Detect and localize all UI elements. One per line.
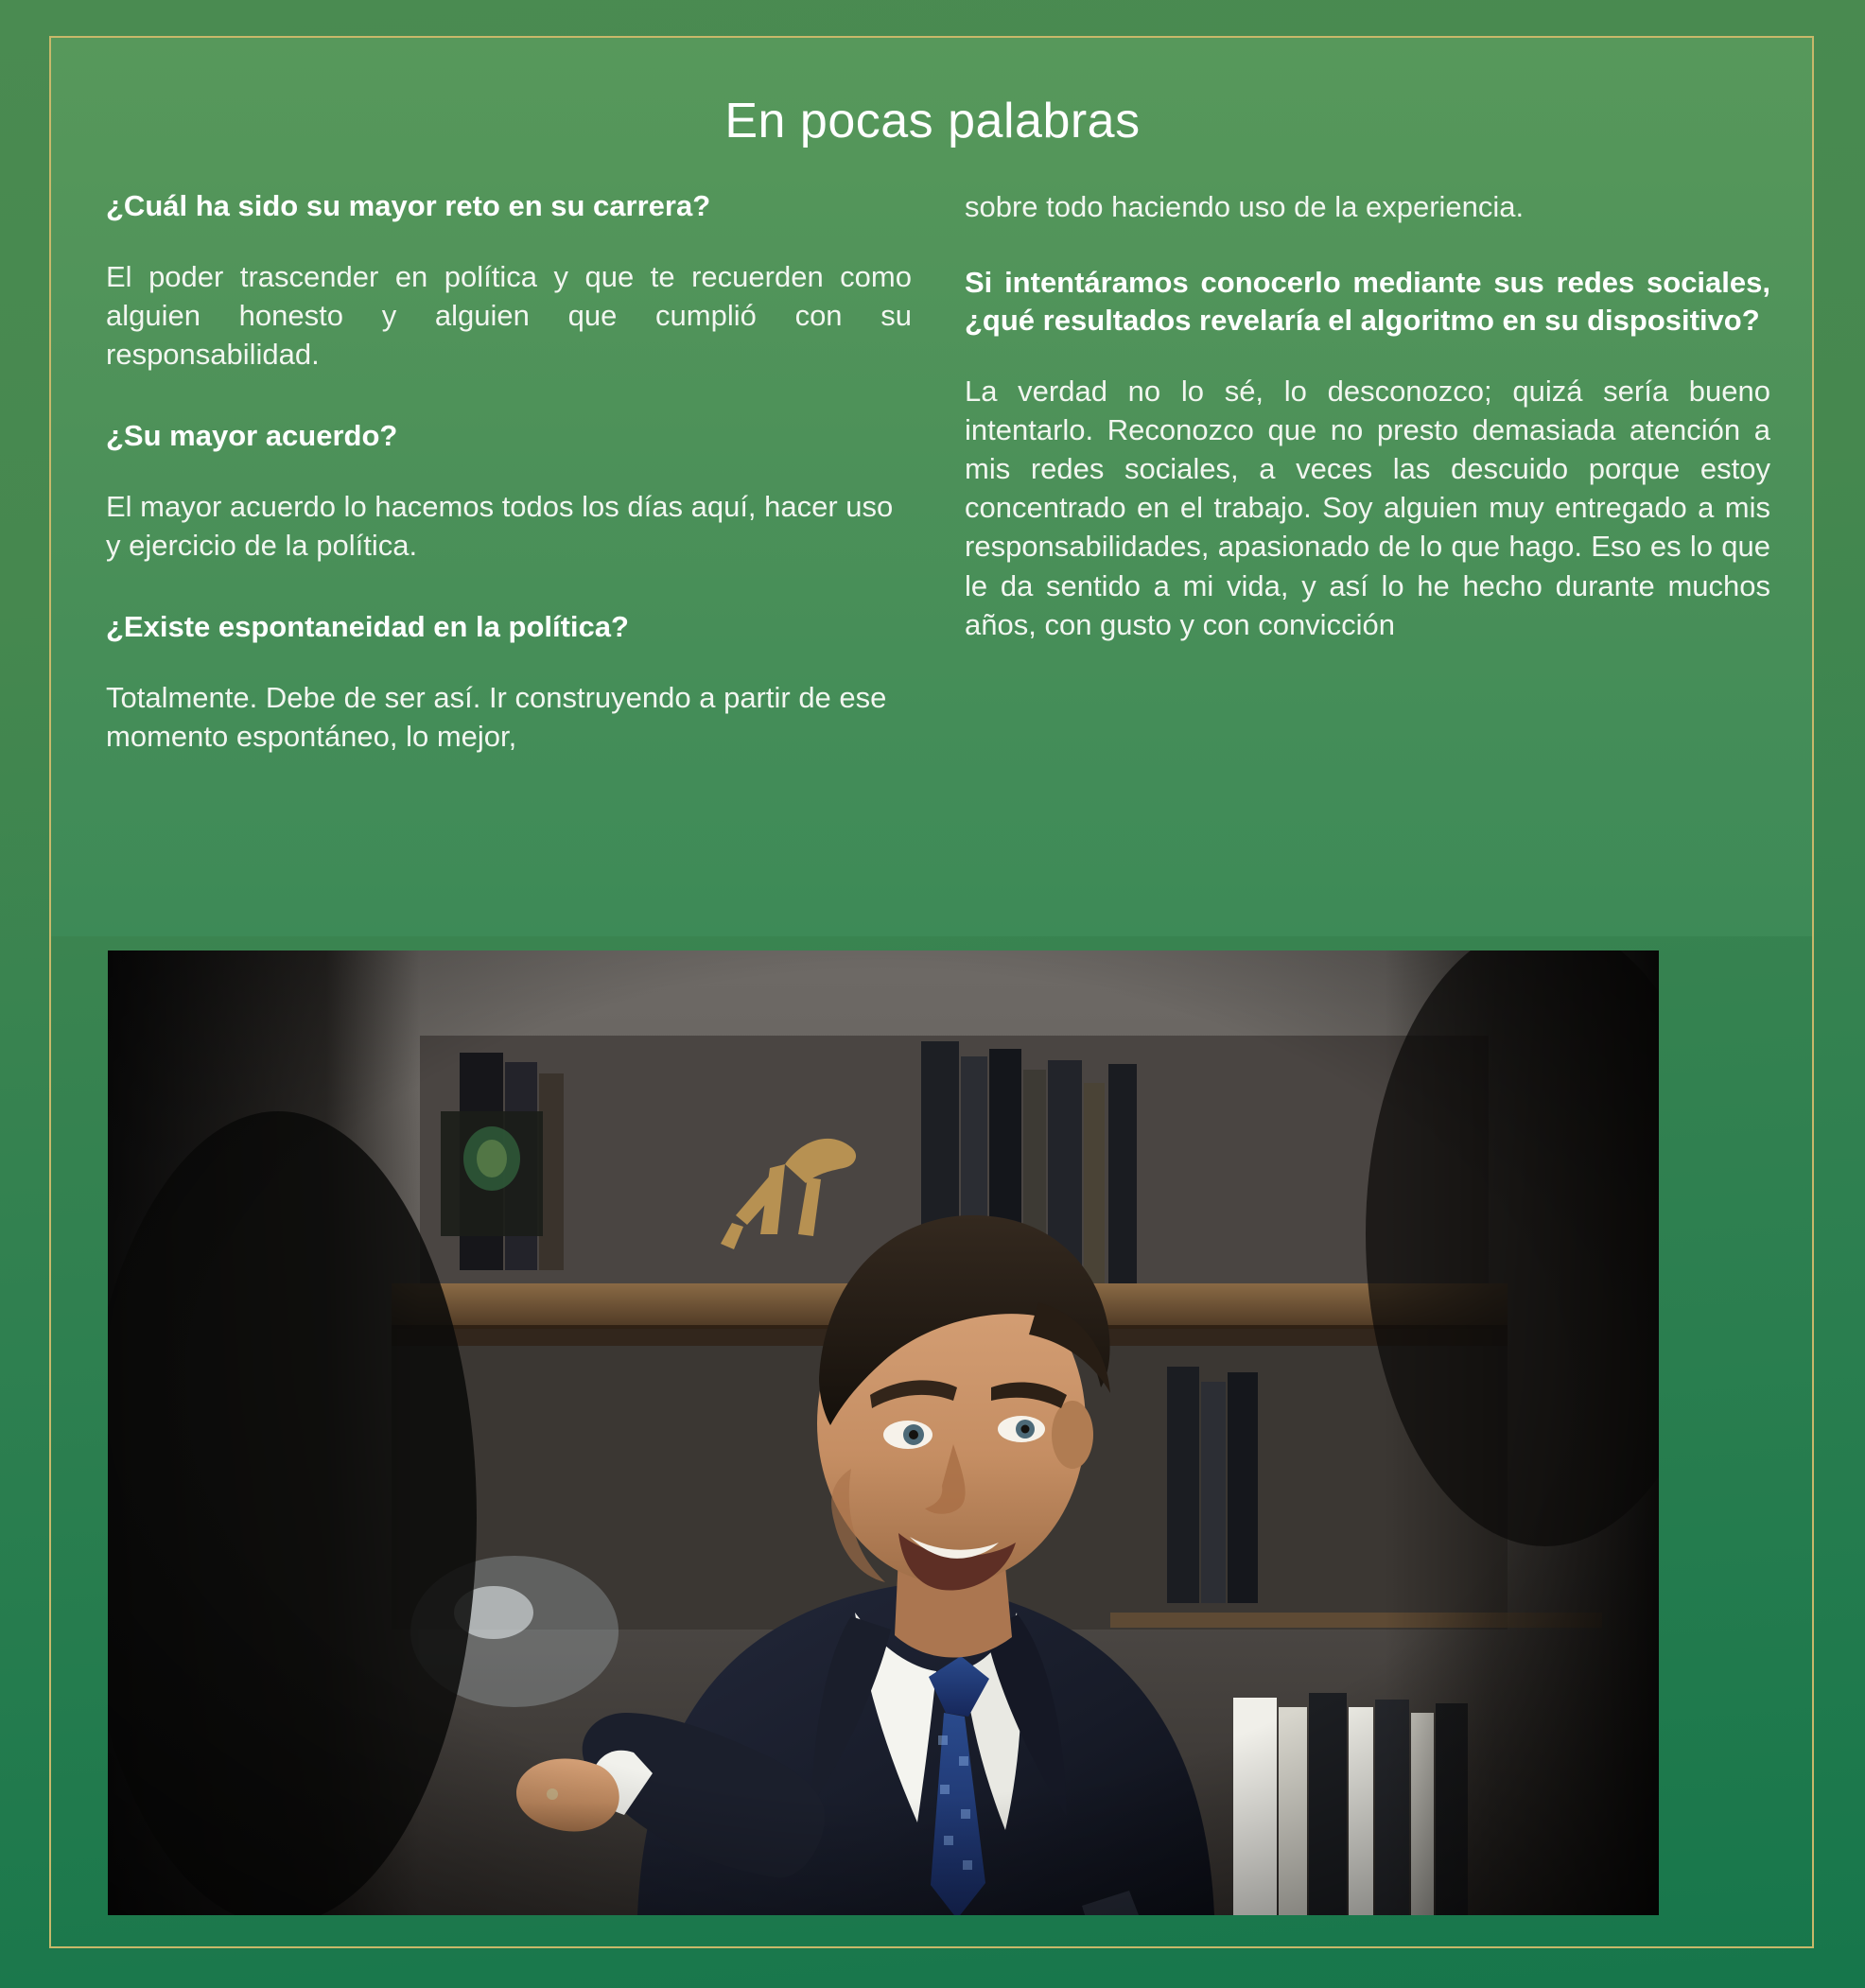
answer-2: El mayor acuerdo lo hacemos todos los días aquí, hacer uso y ejercicio de la política.: [106, 490, 894, 563]
answer-3: Totalmente. Debe de ser así. Ir construyendo a partir de ese momento espontáneo, lo mejor,: [106, 681, 887, 754]
answer-3-continued: sobre todo haciendo uso de la experiencia.: [965, 190, 1525, 223]
qa-column-right: [965, 187, 1770, 800]
answer-1: El poder trascender en política y que te recuerden como alguien honesto y alguien que cumplió con su responsabilidad.: [106, 259, 912, 372]
interview-portrait-photo: [108, 950, 1659, 1915]
question-4: Si intentáramos conocerlo mediante sus redes sociales, ¿qué resultados revelaría el algoritmo en su dispositivo?: [965, 266, 1770, 337]
answer-4: La verdad no lo sé, lo desconozco; quizá sería bueno intentarlo. Reconozco que no presto demasiada atención a mis redes sociales, a veces las descuido porque estoy concentrado en el trabajo. Soy alguien muy entregado a mis responsabilidades, apasionado de lo que hago. Eso es lo que le da sentido a mi vida, y así lo he hecho durante muchos años, con gusto y con convicción: [965, 374, 1770, 641]
question-1: ¿Cuál ha sido su mayor reto en su carrera?: [106, 189, 711, 222]
question-2: ¿Su mayor acuerdo?: [106, 419, 398, 453]
question-3: ¿Existe espontaneidad en la política?: [106, 610, 629, 644]
qa-column-left: [106, 187, 912, 800]
page-title: En pocas palabras: [724, 94, 1141, 148]
qa-columns: [106, 187, 1770, 800]
